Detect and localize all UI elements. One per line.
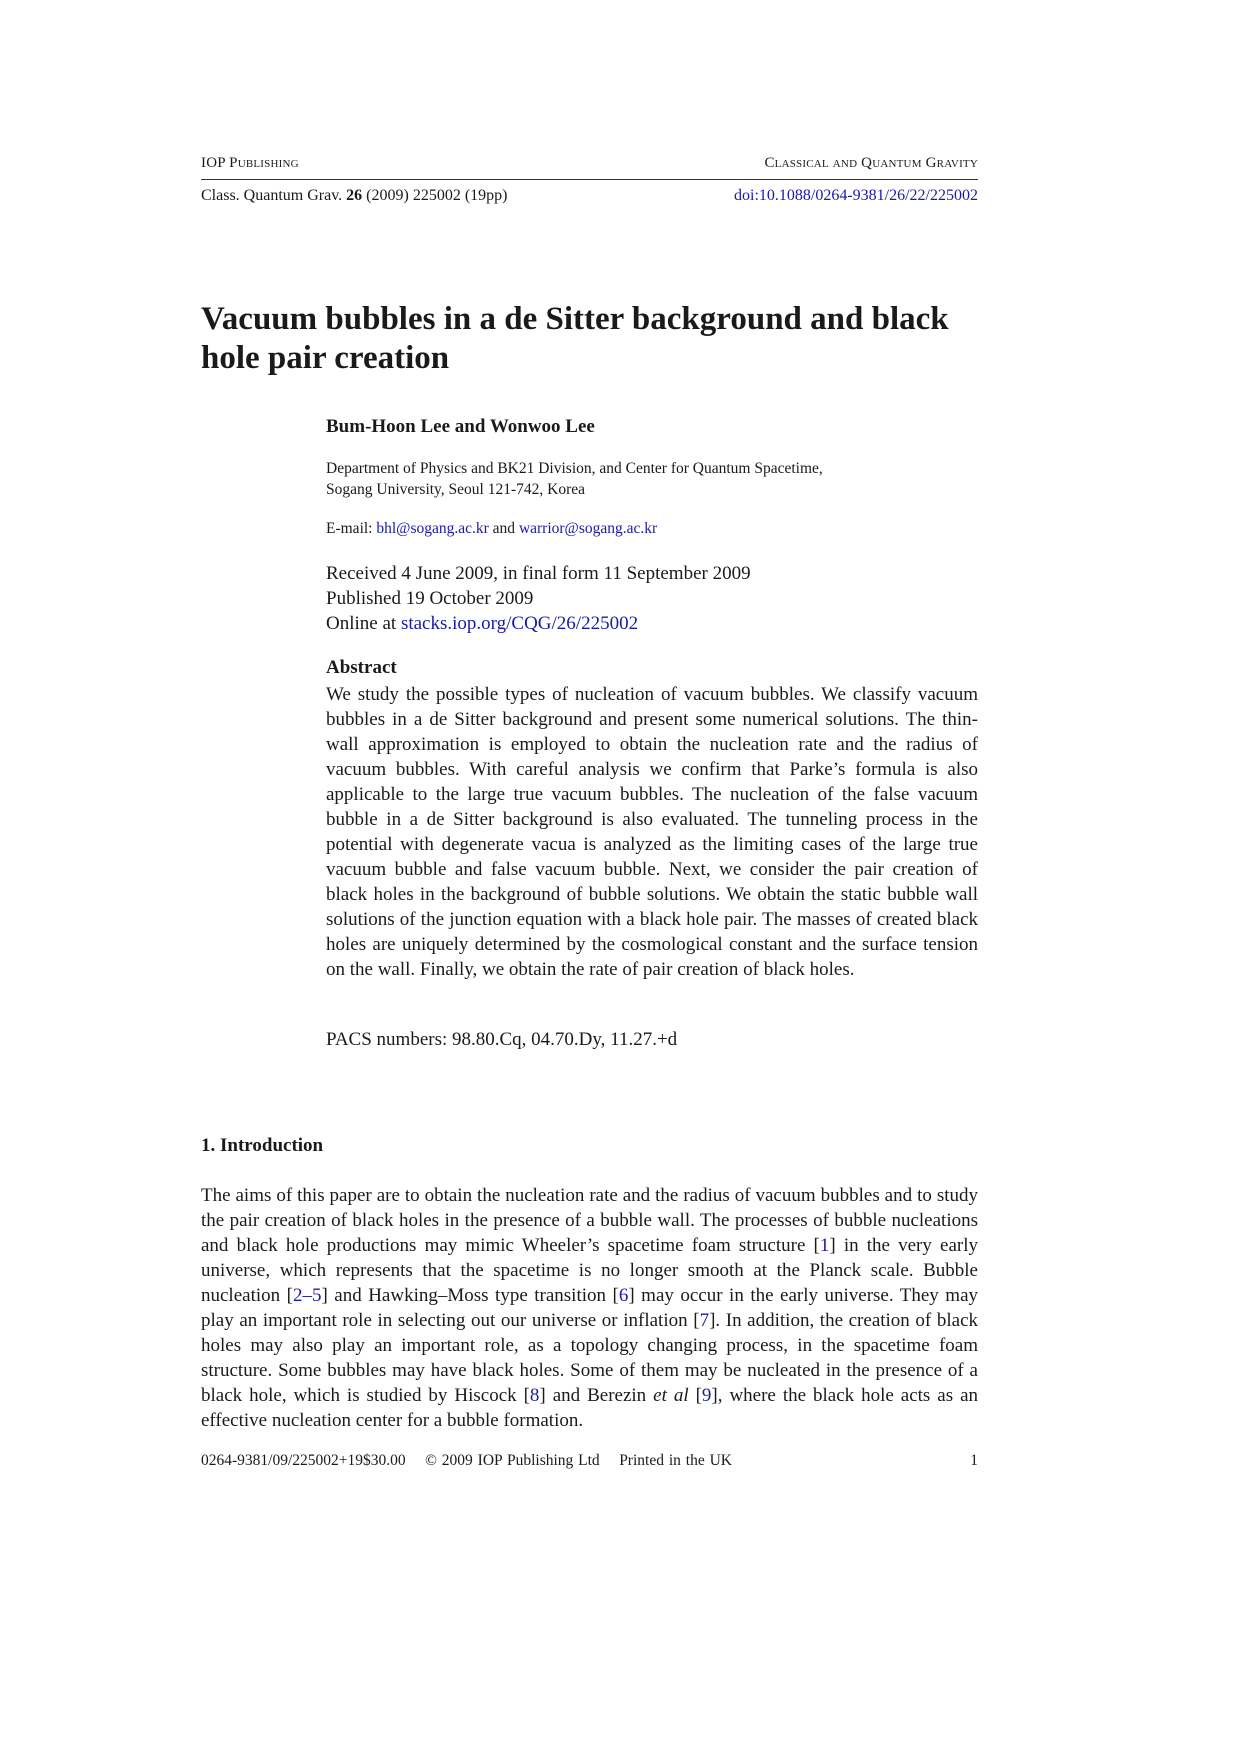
email-line: E-mail: bhl@sogang.ac.kr and warrior@sogang.ac.kr [326,520,658,537]
publication-dates [326,561,751,636]
header-rule [201,179,978,180]
abstract-heading: Abstract [326,657,397,678]
email-link-warrior[interactable]: warrior@sogang.ac.kr [518,520,658,537]
ref-link-8[interactable]: 8 [529,1385,540,1406]
online-line: Online at stacks.iop.org/CQG/26/225002 [326,613,639,634]
ref-link-6[interactable]: 6 [618,1285,629,1306]
authors: Bum-Hoon Lee and Wonwoo Lee [326,416,595,437]
page-footer [201,1452,978,1472]
journal-name: Classical and Quantum Gravity [764,155,978,171]
ref-link-2[interactable]: 2 [292,1285,303,1306]
affiliation: Department of Physics and BK21 Division, and Center for Quantum Spacetime, Sogang University, Seoul 121-742, Korea [326,460,823,498]
abstract-text: We study the possible types of nucleation of vacuum bubbles. We classify vacuum bubbles in a de Sitter background and present some numerical solutions. The thin-wall approximation is employed to obtain the nucleation rate and the radius of vacuum bubbles. With careful analysis we confirm that Parke’s formula is also applicable to the large true vacuum bubbles. The nucleation of the false vacuum bubble in a de Sitter background is also evaluated. The tunneling process in the potential with degenerate vacua is analyzed as the limiting cases of the large true vacuum bubble and false vacuum bubble. Next, we consider the pair creation of black holes in the background of bubble solutions. We obtain the static bubble wall solutions of the junction equation with a black hole pair. The masses of created black holes are uniquely determined by the cosmological constant and the surface tension on the wall. Finally, we obtain the rate of pair creation of black holes. [326,684,978,980]
ref-link-7[interactable]: 7 [699,1310,710,1331]
running-header [201,155,978,175]
citation-line [201,187,978,209]
email-link-bhl[interactable]: bhl@sogang.ac.kr [376,520,489,537]
citation: Class. Quantum Grav. 26 (2009) 225002 (19pp) [201,187,508,204]
received-date: Received 4 June 2009, in final form 11 September 2009 [326,563,751,584]
page-number: 1 [970,1452,978,1469]
ref-link-1[interactable]: 1 [819,1235,830,1256]
pacs-numbers: PACS numbers: 98.80.Cq, 04.70.Dy, 11.27.+d [326,1029,678,1050]
footer-info: 0264-9381/09/225002+19$30.00 © 2009 IOP Publishing Ltd Printed in the UK [201,1452,732,1469]
introduction-paragraph: The aims of this paper are to obtain the nucleation rate and the radius of vacuum bubbles and to study the pair creation of black holes in the presence of a bubble wall. The processes of bubble nucleations and black hole productions may mimic Wheeler’s spacetime foam structure [1] in the very early universe, which represents that the spacetime is no longer smooth at the Planck scale. Bubble nucleation [2–5] and Hawking–Moss type transition [6] may occur in the early universe. They may play an important role in selecting out our universe or inflation [7]. In addition, the creation of black holes may also play an important role, as a topology changing process, in the spacetime foam structure. Some bubbles may have black holes. Some of them may be nucleated in the presence of a black hole, which is studied by Hiscock [8] and Berezin et al [9], where the black hole acts as an effective nucleation center for a bubble formation. [201,1185,979,1431]
section-heading: 1. Introduction [201,1135,324,1156]
publisher-name: IOP Publishing [201,155,299,171]
paper-title: Vacuum bubbles in a de Sitter background and black hole pair creation [201,301,949,376]
ref-link-5[interactable]: 5 [311,1285,322,1306]
online-link[interactable]: stacks.iop.org/CQG/26/225002 [400,613,639,634]
ref-link-9[interactable]: 9 [701,1385,712,1406]
doi-link[interactable]: doi:10.1088/0264-9381/26/22/225002 [734,187,978,204]
published-date: Published 19 October 2009 [326,588,534,609]
